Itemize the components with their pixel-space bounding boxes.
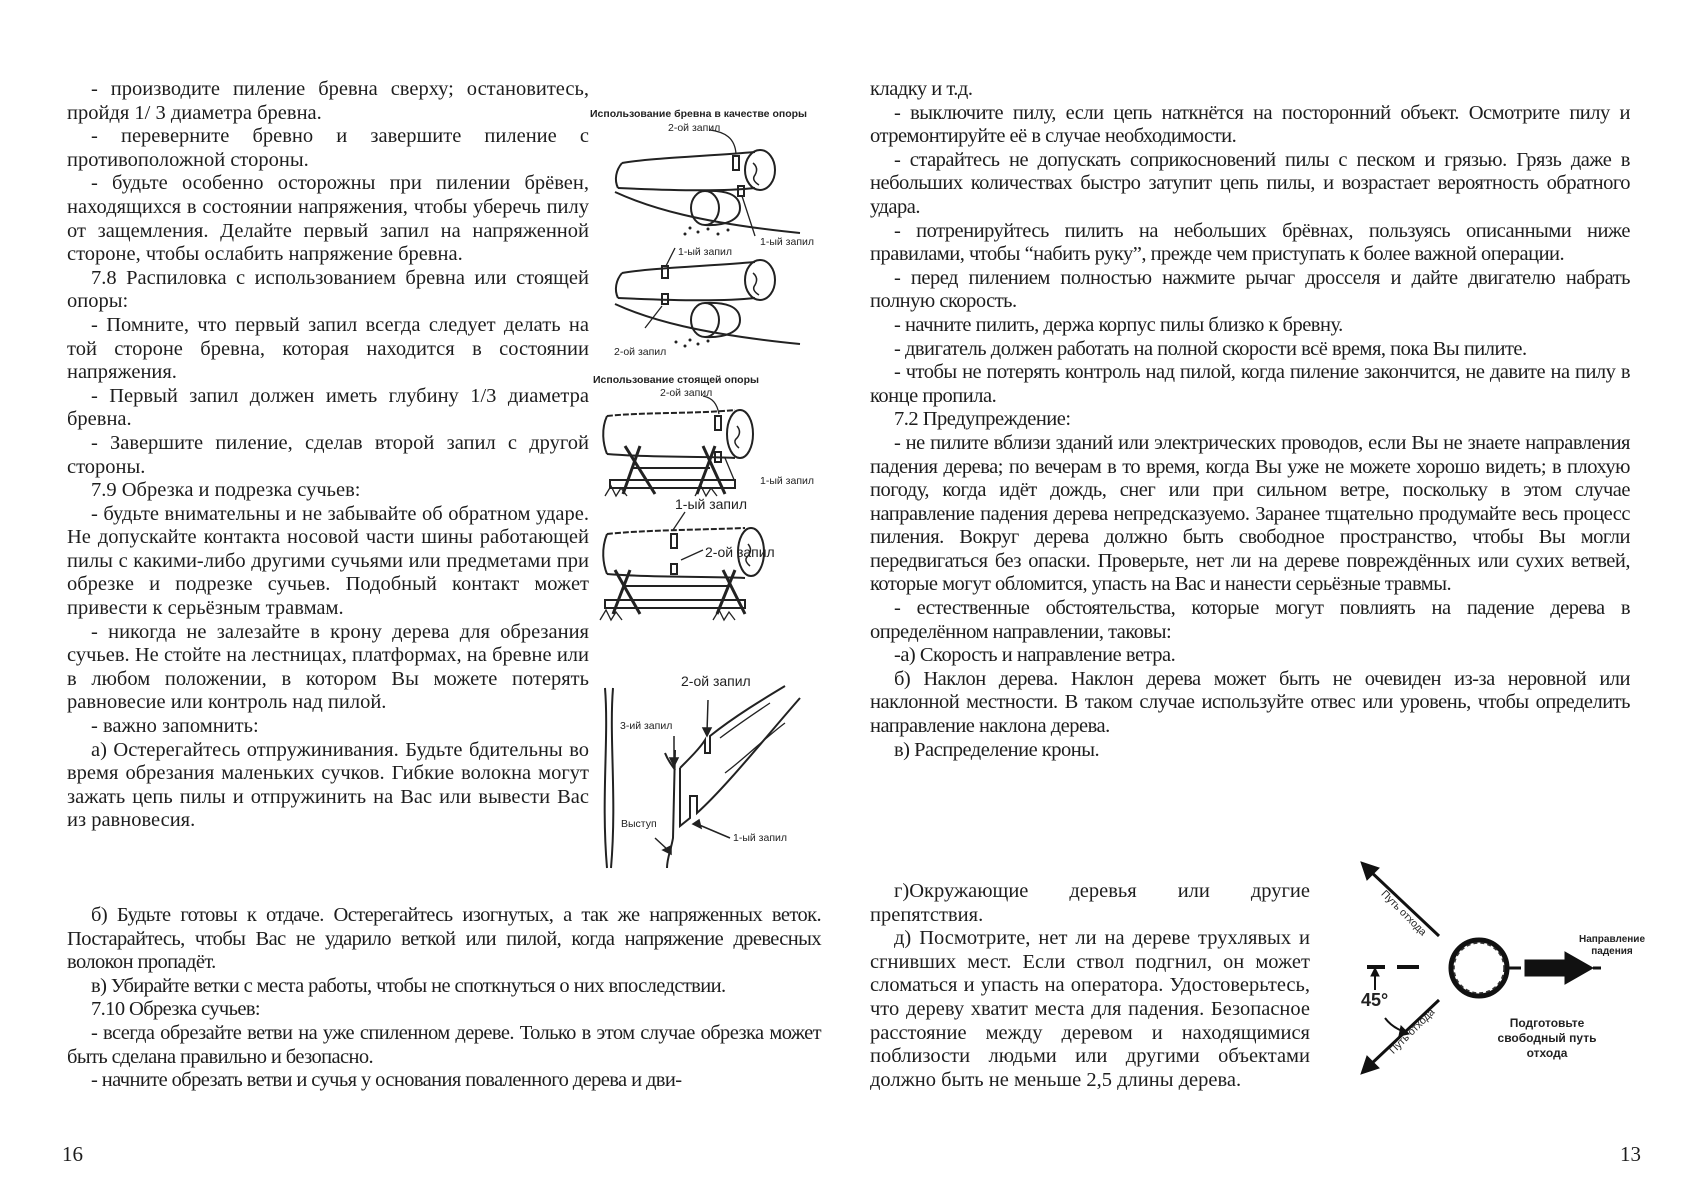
paragraph: в) Распределение кроны. (894, 738, 1100, 761)
figure-log-support (590, 108, 820, 358)
right-bottom-column (870, 880, 1310, 1092)
paragraph: - не пилите вблизи зданий или электрических проводов, если Вы не знаете направления падения дерева; по вечерам в то время, когда Вы уже не можете хорошо видеть; в плохую погоду, когда идёт дождь, снег или при сильном ветре, поскольку в этом случае направление падения дерева непредсказуемо. Заранее тщательно продумайте весь процесс пиления. Вокруг дерева должно быть свободное пространство, чтобы Вы могли передвигаться без опаски. Проверьте, нет ли на дереве повреждённых или сухих ветвей, которые могут обломится, упасть на Вас и нанести серьёзные травмы. (870, 431, 1630, 596)
figure-caption: Использование бревна в качестве опоры (590, 108, 807, 120)
paragraph: а) Остерегайтесь отпружинивания. Будьте бдительны во время обрезания маленьких сучков. Гибкие волокна могут зажать цепь пилы и отпружинить на Вас или вывести Вас из равновесия. (67, 738, 589, 832)
section-heading-7-8: 7.8 Распиловка с использованием бревна или стоящей опоры: (67, 266, 589, 313)
figure-branch-cut (595, 673, 820, 888)
paragraph: - начните пилить, держа корпус пилы близко к бревну. (894, 313, 1343, 336)
paragraph: - естественные обстоятельства, которые могут повлиять на падение дерева в определённом направлении, таковы: (870, 597, 1630, 643)
cut-label-1st: 1-ый запил (760, 236, 814, 248)
paragraph: - производите пиление бревна сверху; остановитесь, пройдя 1/ 3 диаметра бревна. (67, 78, 589, 124)
paragraph: - чтобы не потерять контроль над пилой, когда пиление закончится, не давите на пилу в конце пропила. (870, 361, 1630, 407)
cut-label-1st: 1-ый запил (733, 832, 787, 844)
paragraph: - будьте особенно осторожны при пилении брёвен, находящихся в состоянии напряжения, чтобы уберечь пилу от защемления. Делайте первый запил на напряженной стороне, чтобы ослабить напряжение бревна. (67, 172, 589, 266)
paragraph: - никогда не залезайте в крону дерева для обрезания сучьев. Не стойте на лестницах, платформах, на бревне или в любом положении, в котором Вы можете потерять равновесие или контроль над пилой. (67, 620, 589, 714)
figure-stand-support (585, 374, 820, 664)
paragraph: г)Окружающие деревья или другие препятствия. (870, 880, 1310, 926)
branch-cut-illustration (595, 678, 820, 888)
paragraph: - двигатель должен работать на полной скорости всё время, пока Вы пилите. (894, 337, 1527, 360)
escape-path-label-bottom: Путь отхода (1387, 1006, 1438, 1057)
paragraph: - важно запомнить: (91, 715, 259, 738)
paragraph: - перед пилением полностью нажмите рычаг дросселя и дайте двигателю набрать полную скорость. (870, 266, 1630, 313)
paragraph: -а) Скорость и направление ветра. (894, 644, 1176, 667)
paragraph: - начните обрезать ветви и сучья у основания поваленного дерева и дви- (91, 1069, 682, 1092)
felling-direction-diagram (1357, 858, 1657, 1078)
left-narrow-column (67, 78, 589, 833)
ledge-label: Выступ (621, 818, 657, 830)
cut-label-2nd: 2-ой запил (705, 544, 775, 560)
paragraph: - старайтесь не допускать соприкосновений пилы с песком и грязью. Грязь даже в небольших количествах быстро затупит цепь пилы, и возрастает вероятность обратного удара. (870, 148, 1630, 218)
figure-caption: Использование стоящей опоры (593, 374, 759, 386)
left-wide-column (67, 904, 821, 1093)
right-page (842, 0, 1684, 1190)
cut-label-1st: 1-ый запил (675, 496, 747, 512)
cut-label-2nd: 2-ой запил (668, 122, 721, 134)
paragraph: б) Будьте готовы к отдаче. Остерегайтесь изогнутых, а так же напряженных веток. Постарайтесь, чтобы Вас не ударило веткой или пилой, когда напряжение древесных волокон пропадёт. (67, 904, 821, 974)
log-on-log-illustration (590, 108, 820, 358)
paragraph: - будьте внимательны и не забывайте об обратном ударе. Не допускайте контакта носовой части шины работающей пилы с какими-либо другими сучьями или предметами при обрезке и подрезке сучьев. Подобный контакт может привести к серьёзным травмам. (67, 502, 589, 620)
escape-path-label-top: Путь отхода (1378, 888, 1429, 939)
fall-direction-label: Направление падения (1578, 934, 1646, 957)
page-number: 13 (1620, 1142, 1641, 1166)
page-number: 16 (62, 1142, 83, 1166)
paragraph: - всегда обрезайте ветви на уже спиленном дереве. Только в этом случае обрезка может быть сделана правильно и безопасно. (67, 1021, 821, 1068)
angle-label: 45° (1361, 990, 1389, 1010)
section-heading-7-9: 7.9 Обрезка и подрезка сучьев: (91, 479, 361, 502)
paragraph: - выключите пилу, если цепь наткнётся на посторонний объект. Осмотрите пилу и отремонтируйте её в случае необходимости. (870, 101, 1630, 148)
paragraph: - Первый запил должен иметь глубину 1/3 диаметра бревна. (67, 384, 589, 431)
cut-label-2nd: 2-ой запил (614, 346, 667, 358)
right-top-column (870, 78, 1630, 762)
sawhorse-illustration (585, 374, 820, 664)
prepare-escape-note: Подготовьте свободный путь отхода (1497, 1016, 1597, 1060)
cut-label-2nd: 2-ой запил (681, 673, 751, 689)
paragraph: - Помните, что первый запил всегда следует делать на той стороне бревна, которая находится в состоянии напряжения. (67, 313, 589, 384)
paragraph: д) Посмотрите, нет ли на дереве трухлявых и сгнивших мест. Если ствол подгнил, он может сломаться и упасть на оператора. Удостоверьтесь, что дереву хватит места для падения. Безопасное расстояние между деревом и находящимися поблизости людьми или другими объектами должно быть не меньше 2,5 длины дерева. (870, 927, 1310, 1091)
paragraph: б) Наклон дерева. Наклон дерева может быть не очевиден из-за неровной или наклонной местности. В таком случае используйте отвес или уровень, чтобы определить направление наклона дерева. (870, 667, 1630, 738)
paragraph: - Завершите пиление, сделав второй запил с другой стороны. (67, 431, 589, 478)
paragraph: - потренируйтесь пилить на небольших брёвнах, пользуясь описанными ниже правилами, чтобы “набить руку”, прежде чем приступать к более важной операции. (870, 219, 1630, 266)
paragraph: в) Убирайте ветки с места работы, чтобы не споткнуться о них впоследствии. (91, 974, 726, 997)
cut-label-2nd: 2-ой запил (660, 387, 713, 399)
cut-label-1st: 1-ый запил (760, 475, 814, 487)
paragraph: - переверните бревно и завершите пиление с противоположной стороны. (67, 125, 589, 171)
section-heading-7-10: 7.10 Обрезка сучьев: (91, 998, 261, 1021)
section-heading-7-2: 7.2 Предупреждение: (894, 408, 1071, 431)
cut-label-3rd: 3-ий запил (620, 720, 673, 732)
paragraph: кладку и т.д. (870, 78, 973, 100)
cut-label-1st: 1-ый запил (678, 246, 732, 258)
